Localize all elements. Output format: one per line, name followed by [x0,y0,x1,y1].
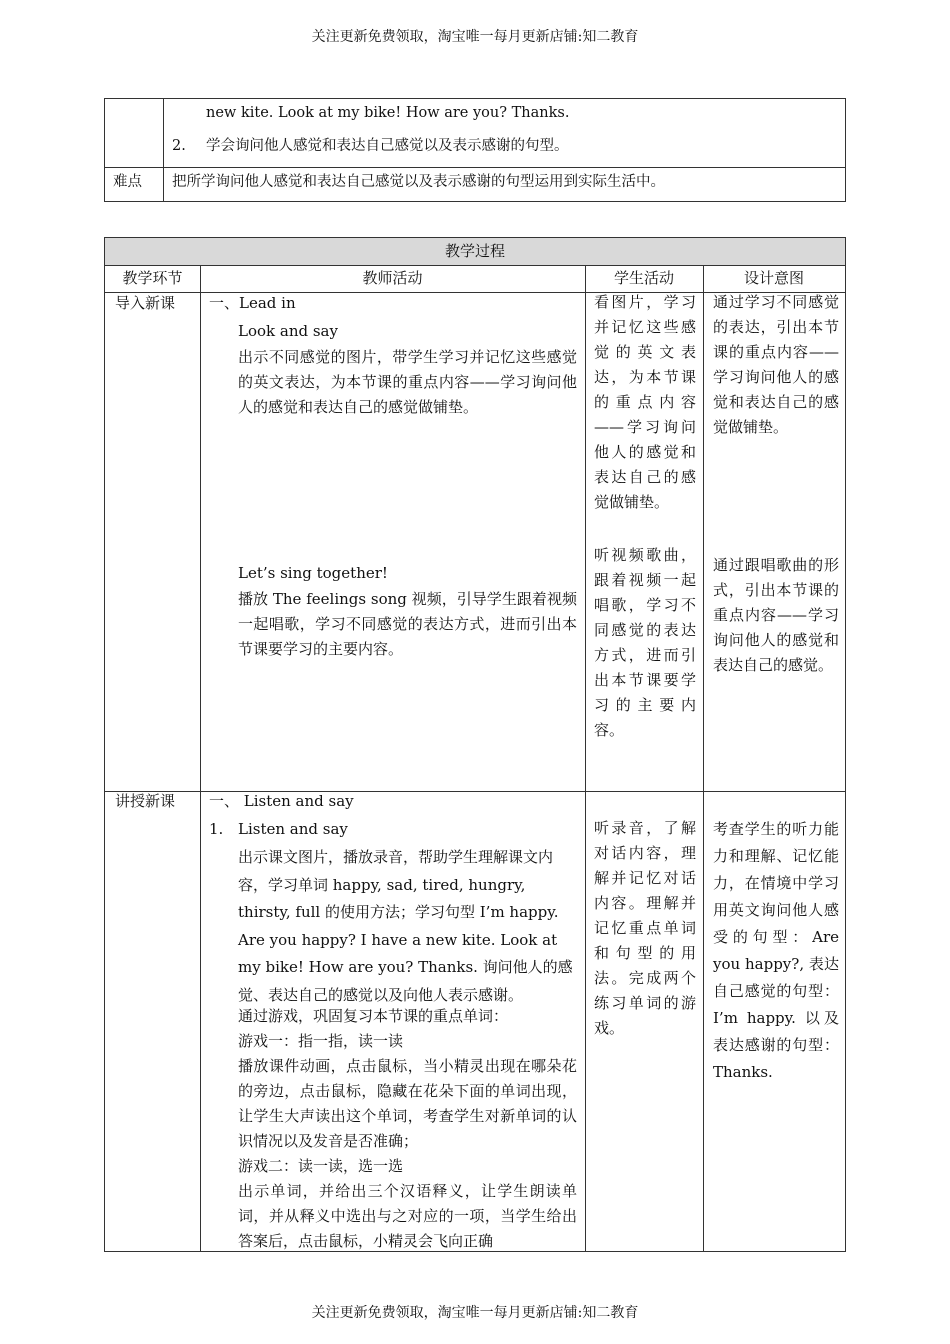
objectives-table [104,98,846,202]
game-title: 游戏二：读一读，选一选 [238,1157,404,1175]
design-intent: 通过学习不同感觉的表达，引出本节课的重点内容——学习询问他人的感觉和表达自己的感觉做铺垫。 [713,293,839,436]
objective-text: 学会询问他人感觉和表达自己感觉以及表示感谢的句型。 [206,138,569,154]
teacher-paragraph: 播放 The feelings song 视频，引导学生跟着视频一起唱歌，学习不同感觉的表达方式，进而引出本节课要学习的主要内容。 [238,590,577,658]
column-divider [703,265,704,1251]
student-activity: 看图片，学习并记忆这些感觉的英文表达，为本节课的重点内容——学习询问他人的感觉和表达自己的感觉做铺垫。 [594,293,696,511]
game-description: 出示单词，并给出三个汉语释义，让学生朗读单词，并从释义中选出与之对应的一项，当学生给出答案后，点击鼠标，小精灵会飞向正确 [238,1182,577,1250]
column-header-intent: 设计意图 [743,269,804,287]
column-header-teacher: 教师活动 [362,269,423,287]
difficulty-text: 把所学询问他人感觉和表达自己感觉以及表示感谢的句型运用到实际生活中。 [172,174,665,190]
student-activity: 听视频歌曲，跟着视频一起唱歌，学习不同感觉的表达方式，进而引出本节课要学习的主要内容。 [594,546,696,739]
table-divider [163,99,164,201]
column-divider [200,265,201,1251]
page-footer: 关注更新免费领取，淘宝唯一每月更新店铺:知二教育 [311,1305,639,1321]
teaching-process-table [104,237,846,1252]
design-intent: 考查学生的听力能力和理解、记忆能力，在情境中学习用英文询问他人感受的句型：Are you happy?, 表达自己感觉的句型：I’m happy. 以及表达感谢的句型：Thanks. [713,820,839,1081]
column-header-stage: 教学环节 [122,269,183,287]
column-header-student: 学生活动 [613,269,674,287]
student-activity: 听录音，了解对话内容，理解并记忆对话内容。理解并记忆重点单词和句型的用法。完成两个练习单词的游戏。 [594,819,696,1037]
stage-label: 导入新课 [115,294,176,312]
table-title: 教学过程 [105,238,845,266]
objective-number: 2. [172,138,186,154]
game-description: 播放课件动画，点击鼠标，当小精灵出现在哪朵花的旁边，点击鼠标，隐藏在花朵下面的单词出现，让学生大声读出这个单词，考查学生对新单词的认识情况以及发音是否准确； [238,1057,577,1150]
teacher-subheading: Let’s sing together! [238,564,388,582]
stage-label: 讲授新课 [115,792,176,810]
game-title: 游戏一：指一指，读一读 [238,1032,404,1050]
objective-line-continued: new kite. Look at my bike! How are you? Thanks. [206,105,570,121]
teacher-paragraph: 出示课文图片，播放录音，帮助学生理解课文内容，学习单词 happy, sad, tired, hungry, thirsty, full 的使用方法；学习句型 I’m happy. Are you happy? I have a new kite. Look at my bike! How are you? Thanks. 询问他人的感觉、表达自己的感觉以及向他人表示感谢。 [238,848,573,1004]
teacher-item-number: 1. [209,820,224,838]
page-header: 关注更新免费领取，淘宝唯一每月更新店铺:知二教育 [311,29,639,45]
design-intent: 通过跟唱歌曲的形式，引出本节课的重点内容——学习询问他人的感觉和表达自己的感觉。 [713,556,839,674]
column-divider [585,265,586,1251]
teacher-heading: 一、Lead in [209,294,296,312]
teacher-paragraph: 出示不同感觉的图片，带学生学习并记忆这些感觉的英文表达，为本节课的重点内容——学习询问他人的感觉和表达自己的感觉做铺垫。 [238,348,577,416]
table-divider [105,167,845,168]
teacher-subheading: Listen and say [238,820,348,838]
difficulty-label: 难点 [113,174,142,190]
teacher-subheading: Look and say [238,322,338,340]
teacher-heading: 一、 Listen and say [209,792,354,810]
teacher-paragraph: 通过游戏，巩固复习本节课的重点单词： [238,1007,509,1025]
